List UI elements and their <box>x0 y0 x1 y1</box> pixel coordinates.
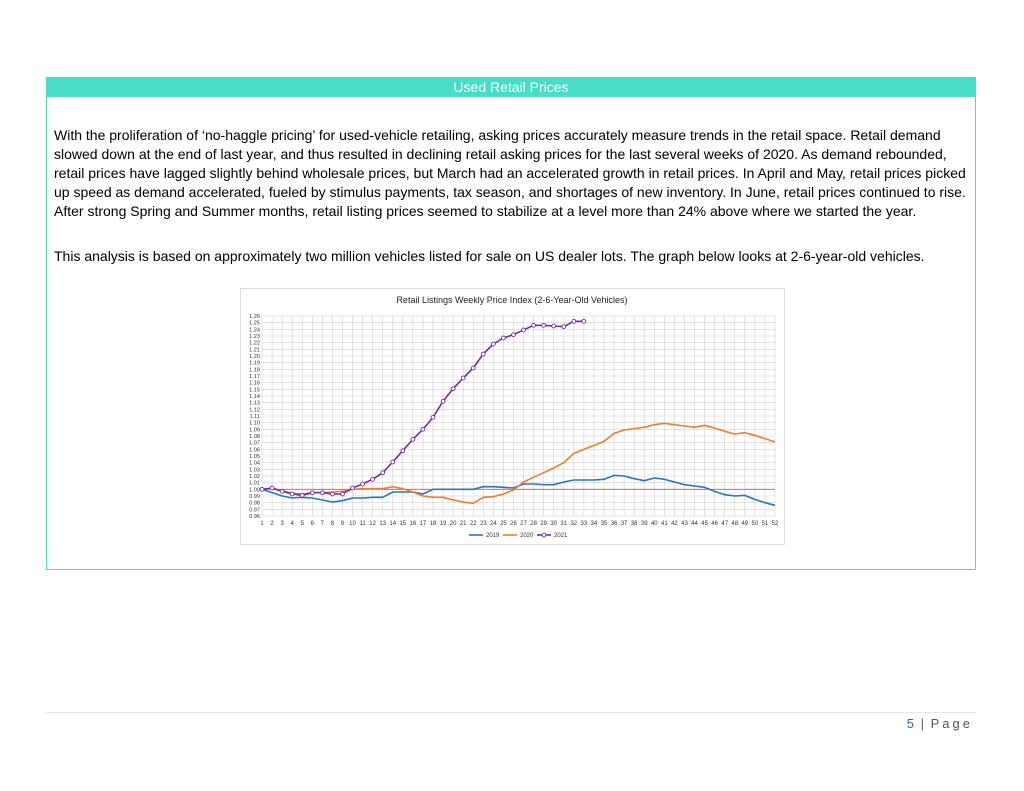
point-2021 <box>532 323 536 327</box>
x-tick-label: 49 <box>741 521 749 527</box>
y-tick-label: 1.11 <box>249 414 260 420</box>
x-tick-label: 3 <box>280 521 284 527</box>
x-tick-label: 20 <box>449 521 457 527</box>
point-2021 <box>260 487 264 491</box>
x-tick-label: 1 <box>260 521 264 527</box>
y-tick-label: 1.15 <box>249 387 260 394</box>
x-tick-label: 2 <box>270 521 274 527</box>
price-index-chart <box>241 289 784 544</box>
point-2021 <box>451 387 455 391</box>
point-2021 <box>512 333 516 337</box>
point-2021 <box>341 492 345 496</box>
x-tick-label: 4 <box>290 521 294 527</box>
point-2021 <box>391 460 395 464</box>
point-2021 <box>280 489 284 493</box>
point-2021 <box>421 427 425 431</box>
point-2021 <box>361 482 365 486</box>
point-2021 <box>310 491 314 495</box>
point-2021 <box>522 328 526 332</box>
point-2021 <box>552 324 556 328</box>
x-tick-label: 8 <box>330 521 335 527</box>
y-tick-label: 0.98 <box>249 500 260 507</box>
point-2021 <box>582 319 586 323</box>
page-label: Page <box>930 716 973 731</box>
y-tick-label: 1.01 <box>249 480 260 487</box>
y-tick-label: 1.02 <box>249 474 260 480</box>
content-frame <box>46 77 976 570</box>
x-tick-label: 48 <box>731 521 739 527</box>
legend-label-2019: 2019 <box>486 533 500 539</box>
y-tick-label: 0.97 <box>249 507 260 514</box>
y-tick-label: 1.10 <box>249 420 260 427</box>
x-tick-label: 18 <box>429 521 437 527</box>
x-tick-label: 40 <box>650 521 658 527</box>
x-tick-label: 13 <box>379 521 387 527</box>
point-2021 <box>491 342 495 346</box>
point-2021 <box>320 491 324 495</box>
x-tick-label: 35 <box>600 521 608 527</box>
series-line-2019 <box>262 475 775 505</box>
y-tick-label: 1.25 <box>249 320 260 327</box>
y-tick-label: 1.13 <box>249 400 260 407</box>
x-tick-label: 19 <box>439 521 447 527</box>
x-tick-label: 25 <box>500 521 507 527</box>
y-tick-label: 1.24 <box>249 327 260 334</box>
x-tick-label: 29 <box>540 521 547 527</box>
y-tick-label: 1.03 <box>249 467 260 474</box>
x-tick-label: 14 <box>389 521 397 527</box>
legend-label-2020: 2020 <box>520 533 534 539</box>
x-tick-label: 52 <box>771 521 779 527</box>
x-tick-label: 27 <box>520 521 527 527</box>
x-tick-label: 30 <box>550 521 558 527</box>
y-tick-label: 1.26 <box>249 314 260 320</box>
x-tick-label: 34 <box>590 521 598 527</box>
x-tick-label: 16 <box>409 521 417 527</box>
x-tick-label: 45 <box>701 521 708 527</box>
x-tick-label: 15 <box>399 521 407 527</box>
point-2021 <box>270 486 274 490</box>
y-tick-label: 1.08 <box>249 434 260 440</box>
y-tick-label: 1.20 <box>249 354 260 360</box>
point-2021 <box>461 376 465 380</box>
x-tick-label: 37 <box>620 521 628 527</box>
y-tick-label: 0.99 <box>249 494 260 500</box>
x-tick-label: 5 <box>300 521 304 527</box>
series-line-2020 <box>262 423 775 503</box>
point-2021 <box>562 325 566 329</box>
x-tick-label: 11 <box>359 521 366 527</box>
x-tick-label: 39 <box>640 521 648 527</box>
y-tick-label: 1.06 <box>249 447 260 454</box>
x-tick-label: 46 <box>711 521 718 527</box>
x-tick-label: 21 <box>459 521 467 527</box>
paragraph-1: With the proliferation of ‘no-haggle pricing’ for used-vehicle retailing, asking prices accurately measure trends in the retail space. Retail demand slowed down at the end of last year, and thus resulted in declining retail asking prices for the last several weeks of 2020. As demand rebounded, retail prices have lagged slightly behind wholesale prices, but March had an accelerated growth in retail prices. In April and May, retail prices picked up speed as demand accelerated, fueled by stimulus payments, tax season, and shortages of new inventory. In June, retail prices continued to rise. After strong Spring and Summer months, retail listing prices seemed to stabilize at a level more than 24% above where we started the year. <box>54 127 966 219</box>
y-tick-label: 1.23 <box>249 334 260 340</box>
x-tick-label: 38 <box>630 521 638 527</box>
point-2021 <box>481 352 485 356</box>
x-tick-label: 51 <box>761 521 769 527</box>
point-2021 <box>300 493 304 497</box>
point-2021 <box>401 449 405 453</box>
x-tick-label: 9 <box>340 521 345 527</box>
y-tick-label: 1.05 <box>249 454 260 460</box>
legend-marker-2021 <box>542 533 546 537</box>
point-2021 <box>502 336 506 340</box>
x-tick-label: 50 <box>751 521 759 527</box>
x-tick-label: 43 <box>681 521 688 527</box>
x-tick-label: 10 <box>349 521 356 527</box>
y-tick-label: 1.00 <box>249 487 260 494</box>
x-tick-label: 26 <box>510 521 517 527</box>
footer-divider <box>46 712 976 713</box>
point-2021 <box>441 399 445 403</box>
paragraph-2: This analysis is based on approximately two million vehicles listed for sale on US dealer lots. The graph below looks at 2-6-year-old vehicles. <box>54 248 925 264</box>
x-tick-label: 47 <box>721 521 729 527</box>
x-tick-label: 41 <box>661 521 668 527</box>
point-2021 <box>381 471 385 475</box>
y-tick-label: 1.22 <box>249 340 260 347</box>
y-tick-label: 1.12 <box>249 407 260 414</box>
y-tick-label: 1.16 <box>249 380 260 387</box>
y-tick-label: 1.19 <box>249 360 260 367</box>
y-tick-label: 1.21 <box>249 347 260 354</box>
page-number: 5 <box>906 716 914 731</box>
x-tick-label: 36 <box>610 521 618 527</box>
y-tick-label: 1.09 <box>249 427 260 434</box>
y-tick-label: 1.18 <box>249 367 260 374</box>
chart-title: Retail Listings Weekly Price Index (2-6-Year-Old Vehicles) <box>396 295 628 305</box>
y-tick-label: 0.96 <box>249 514 260 520</box>
point-2021 <box>371 477 375 481</box>
point-2021 <box>331 492 335 496</box>
chart-container <box>240 288 785 545</box>
point-2021 <box>572 319 576 323</box>
page-footer <box>907 716 973 731</box>
y-tick-label: 1.07 <box>249 440 260 447</box>
legend-label-2021: 2021 <box>554 533 568 539</box>
x-tick-label: 22 <box>469 521 477 527</box>
x-tick-label: 7 <box>320 521 325 527</box>
point-2021 <box>351 486 355 490</box>
point-2021 <box>542 323 546 327</box>
x-tick-label: 6 <box>310 521 314 527</box>
point-2021 <box>411 437 415 441</box>
x-tick-label: 44 <box>691 521 698 527</box>
page-separator: | <box>920 716 924 731</box>
y-tick-label: 1.17 <box>249 374 260 380</box>
point-2021 <box>290 492 294 496</box>
x-tick-label: 42 <box>671 521 678 527</box>
y-tick-label: 1.04 <box>249 460 260 467</box>
x-tick-label: 23 <box>479 521 487 527</box>
point-2021 <box>471 366 475 370</box>
x-tick-label: 17 <box>419 521 427 527</box>
x-tick-label: 28 <box>530 521 537 527</box>
x-tick-label: 32 <box>570 521 578 527</box>
x-tick-label: 33 <box>580 521 588 527</box>
x-tick-label: 24 <box>490 521 497 527</box>
point-2021 <box>431 415 435 419</box>
x-tick-label: 31 <box>560 521 568 527</box>
section-title: Used Retail Prices <box>47 78 975 97</box>
x-tick-label: 12 <box>369 521 376 527</box>
y-tick-label: 1.14 <box>249 394 260 400</box>
